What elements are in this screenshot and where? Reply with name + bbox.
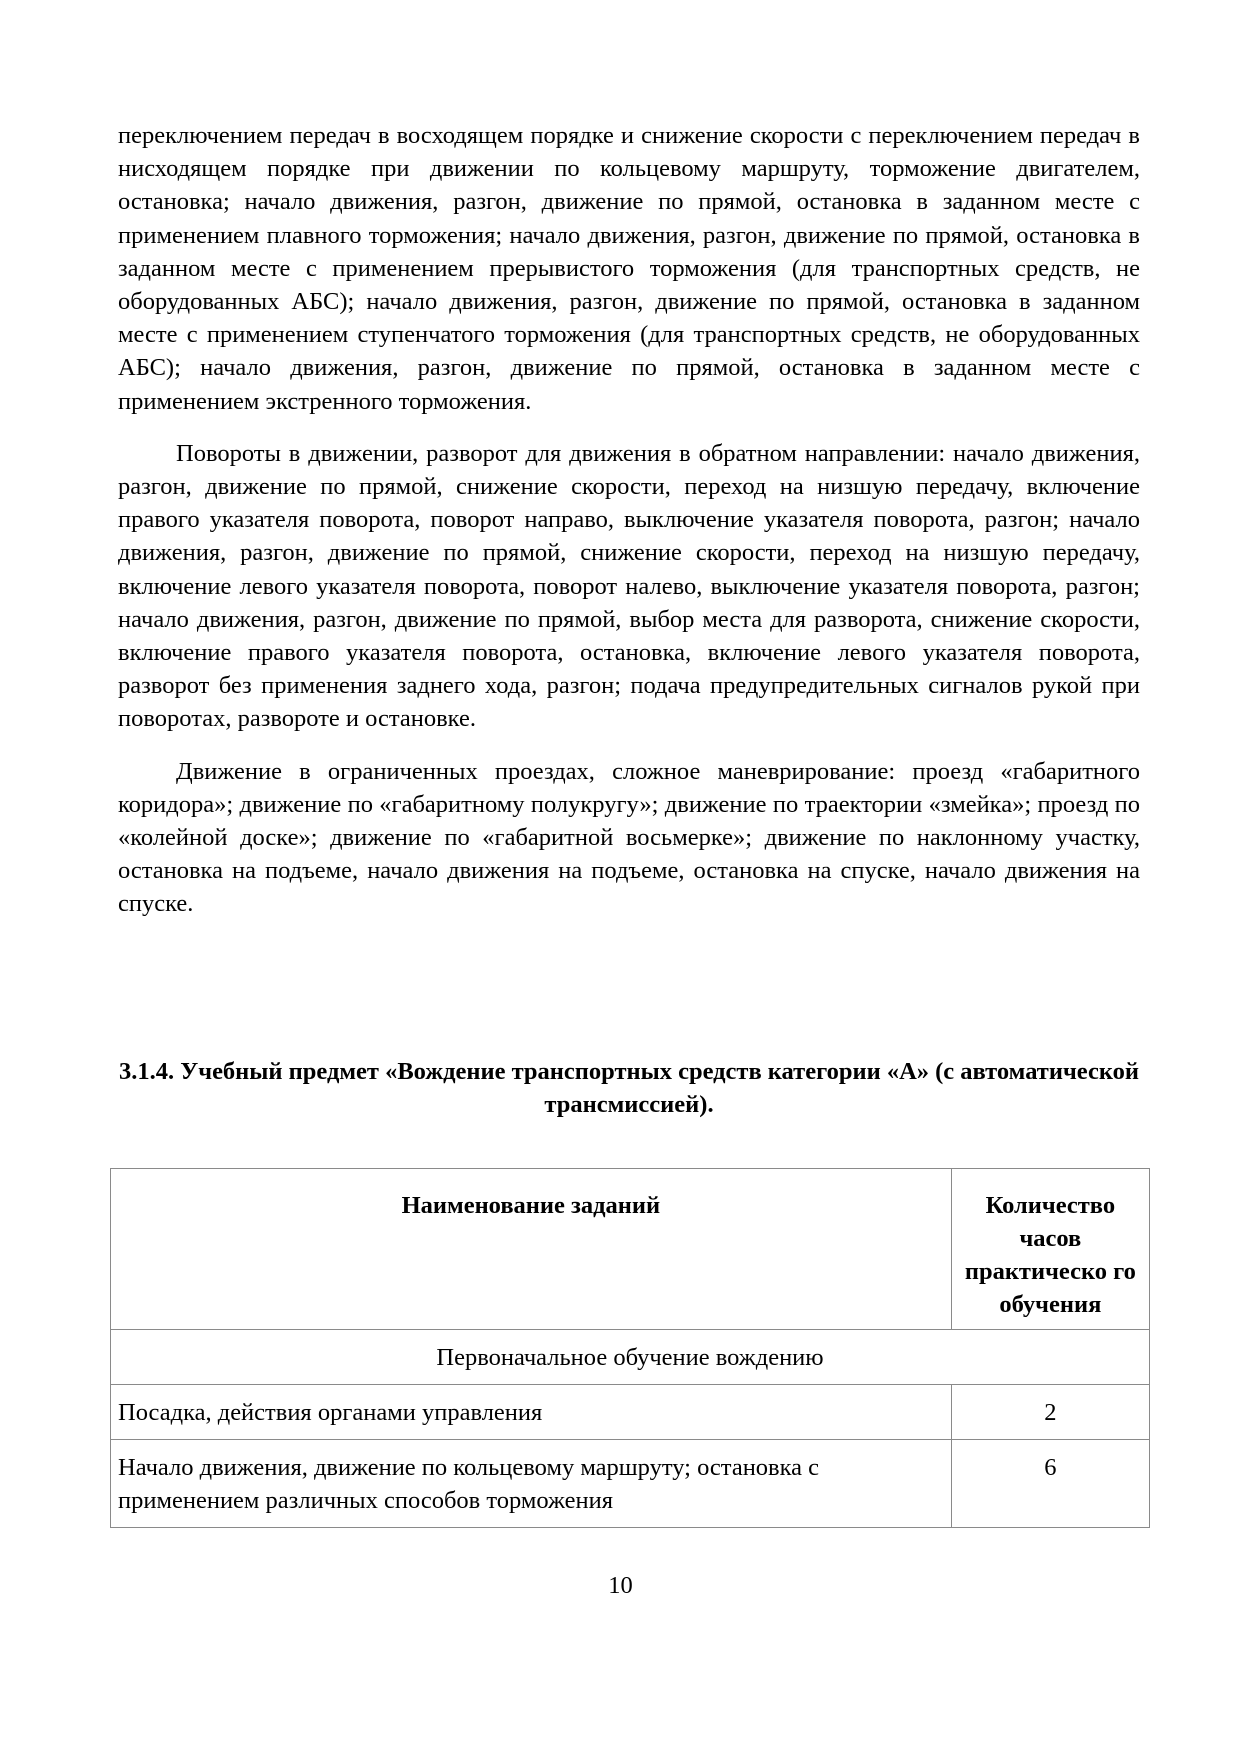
table-row [111,1385,1150,1440]
table-section-row [111,1330,1150,1385]
header-task-name: Наименование заданий [111,1169,952,1330]
hours-cell: 2 [951,1385,1149,1440]
table-row [111,1440,1150,1528]
paragraph-braking: переключением передач в восходящем порядке и снижение скорости с переключением передач в нисходящем порядке при движении по кольцевому маршруту, торможение двигателем, остановка; начало движения, разгон, движение по прямой, остановка в заданном месте с применением плавного торможения; начало движения, разгон, движение по прямой, остановка в заданном месте с применением прерывистого торможения (для транспортных средств, не оборудованных АБС); начало движения, разгон, движение по прямой, остановка в заданном месте с применением ступенчатого торможения (для транспортных средств, не оборудованных АБС); начало движения, разгон, движение по прямой, остановка в заданном месте с применением экстренного торможения. [118,122,1140,415]
task-cell: Начало движения, движение по кольцевому маршруту; остановка с применением различных способов торможения [111,1440,952,1528]
paragraph-maneuvering: Движение в ограниченных проездах, сложное маневрирование: проезд «габаритного коридора»; движение по «габаритному полукругу»; движение по траектории «змейка»; проезд по «колейной доске»; движение по «габаритной восьмерке»; движение по наклонному участку, остановка на подъеме, начало движения на подъеме, остановка на спуске, начало движения на спуске. [118,757,1140,918]
section-heading: 3.1.4. Учебный предмет «Вождение транспортных средств категории «А» (с автоматической трансмиссией). [119,1058,1139,1118]
section-initial-training: Первоначальное обучение вождению [111,1330,1150,1385]
header-hours-text: Количество часов практическо го обучения [964,1192,1136,1318]
table-header-row [111,1169,1150,1330]
page-number: 10 [608,1572,633,1599]
task-cell: Посадка, действия органами управления [111,1385,952,1440]
paragraph-turns: Повороты в движении, разворот для движения в обратном направлении: начало движения, разгон, движение по прямой, снижение скорости, переход на низшую передачу, включение правого указателя поворота, поворот направо, выключение указателя поворота, разгон; начало движения, разгон, движение по прямой, снижение скорости, переход на низшую передачу, включение левого указателя поворота, поворот налево, выключение указателя поворота, разгон; начало движения, разгон, движение по прямой, выбор места для разворота, снижение скорости, включение правого указателя поворота, остановка, включение левого указателя поворота, разворот без применения заднего хода, разгон; подача предупредительных сигналов рукой при поворотах, развороте и остановке. [118,439,1140,733]
header-practical-hours [951,1169,1149,1330]
hours-cell: 6 [951,1440,1149,1528]
body-text [118,119,1140,921]
training-tasks-table [110,1168,1150,1528]
